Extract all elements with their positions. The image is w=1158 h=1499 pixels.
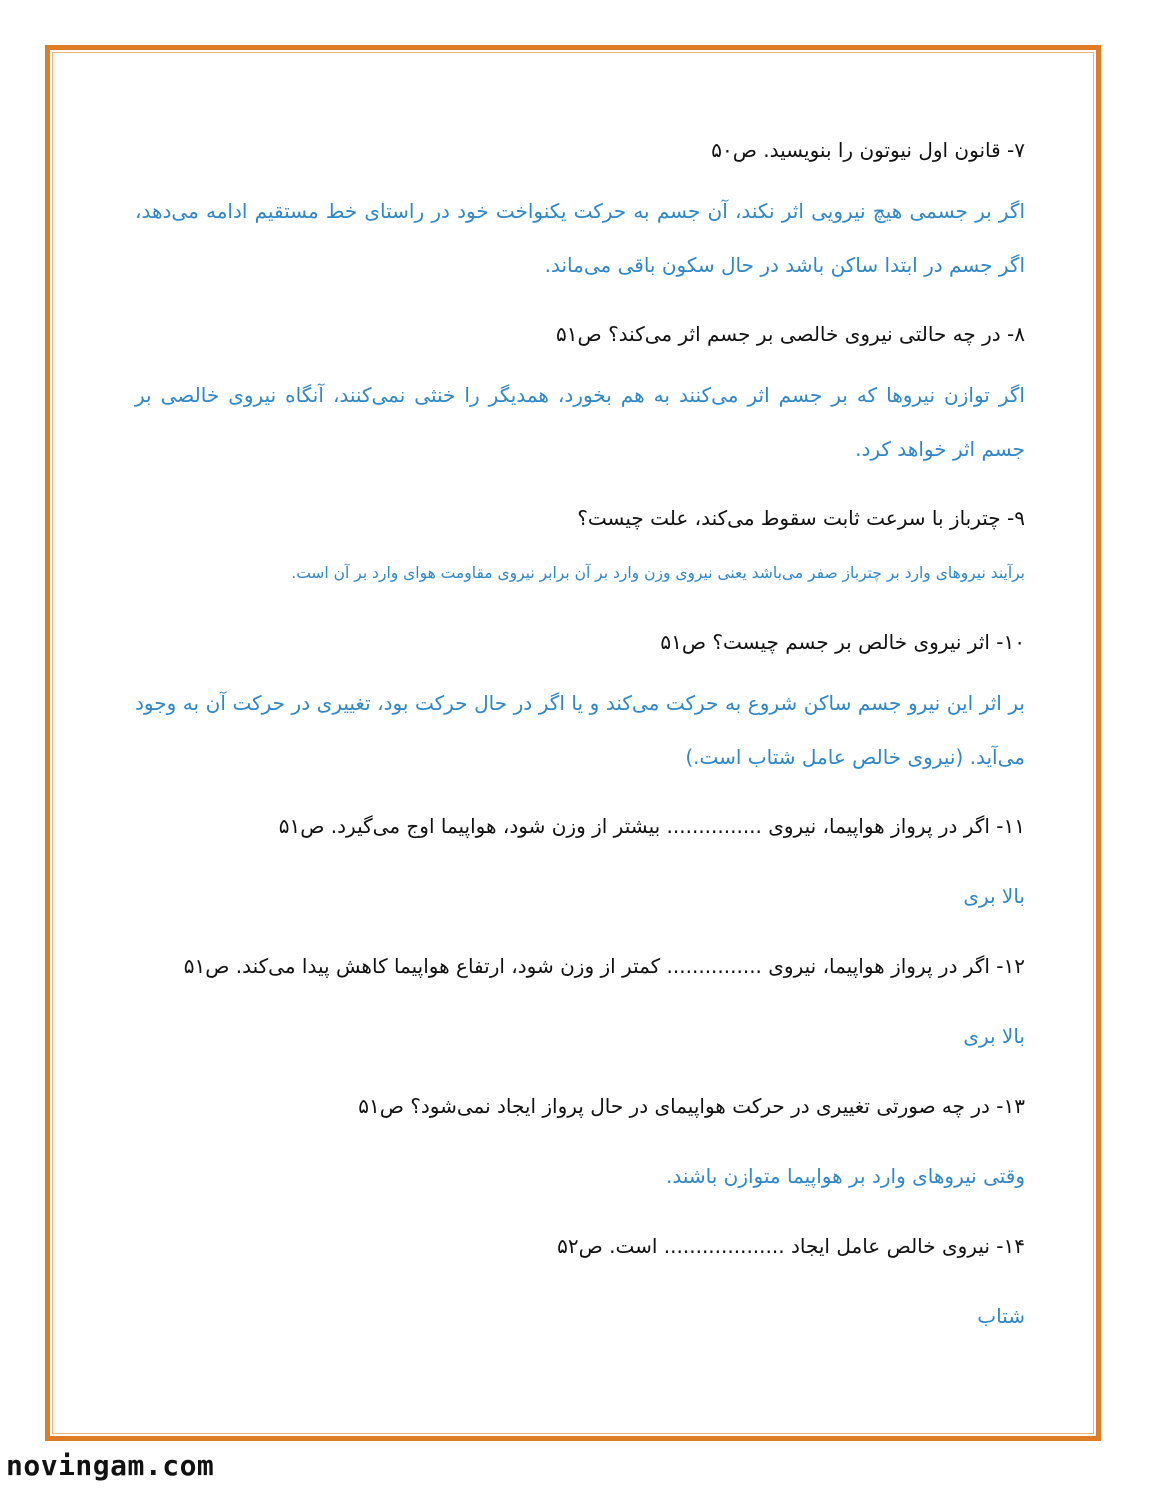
question-8: ۸- در چه حالتی نیروی خالصی بر جسم اثر می‌کند؟ ص۵۱ [556,322,1025,346]
question-10: ۱۰- اثر نیروی خالص بر جسم چیست؟ ص۵۱ [660,630,1025,654]
answer-12: بالا بری [963,1024,1025,1048]
question-14: ۱۴- نیروی خالص عامل ایجاد ................... است. ص۵۲ [557,1234,1025,1258]
question-7: ۷- قانون اول نیوتون را بنویسید. ص۵۰ [711,138,1025,162]
question-12: ۱۲- اگر در پرواز هواپیما، نیروی ............... کمتر از وزن شود، ارتفاع هواپیما کاهش پیدا می‌کند. ص۵۱ [183,954,1025,978]
answer-14: شتاب [977,1304,1025,1328]
answer-9: برآیند نیروهای وارد بر چترباز صفر می‌باشد یعنی نیروی وزن وارد بر آن برابر نیروی مقاومت هوای وارد بر آن است. [291,564,1025,582]
answer-13: وقتی نیروهای وارد بر هواپیما متوازن باشند. [665,1164,1025,1188]
question-11: ۱۱- اگر در پرواز هواپیما، نیروی ............... بیشتر از وزن شود، هواپیما اوج می‌گیرد. ص۵۱ [278,814,1025,838]
qa-content [135,130,1025,1336]
site-watermark: novingam.com [6,1449,215,1482]
question-13: ۱۳- در چه صورتی تغییری در حرکت هواپیمای در حال پرواز ایجاد نمی‌شود؟ ص۵۱ [358,1094,1025,1118]
question-9: ۹- چترباز با سرعت ثابت سقوط می‌کند، علت چیست؟ [577,506,1025,530]
answer-7: اگر بر جسمی هیچ نیرویی اثر نکند، آن جسم به حرکت یکنواخت خود در راستای خط مستقیم ادامه می‌دهد، اگر جسم در ابتدا ساکن باشد در حال سکون باقی می‌ماند. [135,199,1025,277]
answer-8: اگر توازن نیروها که بر جسم اثر می‌کنند به هم بخورد، همدیگر را خنثی نمی‌کنند، آنگاه نیروی خالصی بر جسم اثر خواهد کرد. [135,383,1025,461]
answer-11: بالا بری [963,884,1025,908]
answer-10: بر اثر این نیرو جسم ساکن شروع به حرکت می‌کند و یا اگر در حال حرکت بود، تغییری در حرکت آن به وجود می‌آید. (نیروی خالص عامل شتاب است.) [135,691,1025,769]
